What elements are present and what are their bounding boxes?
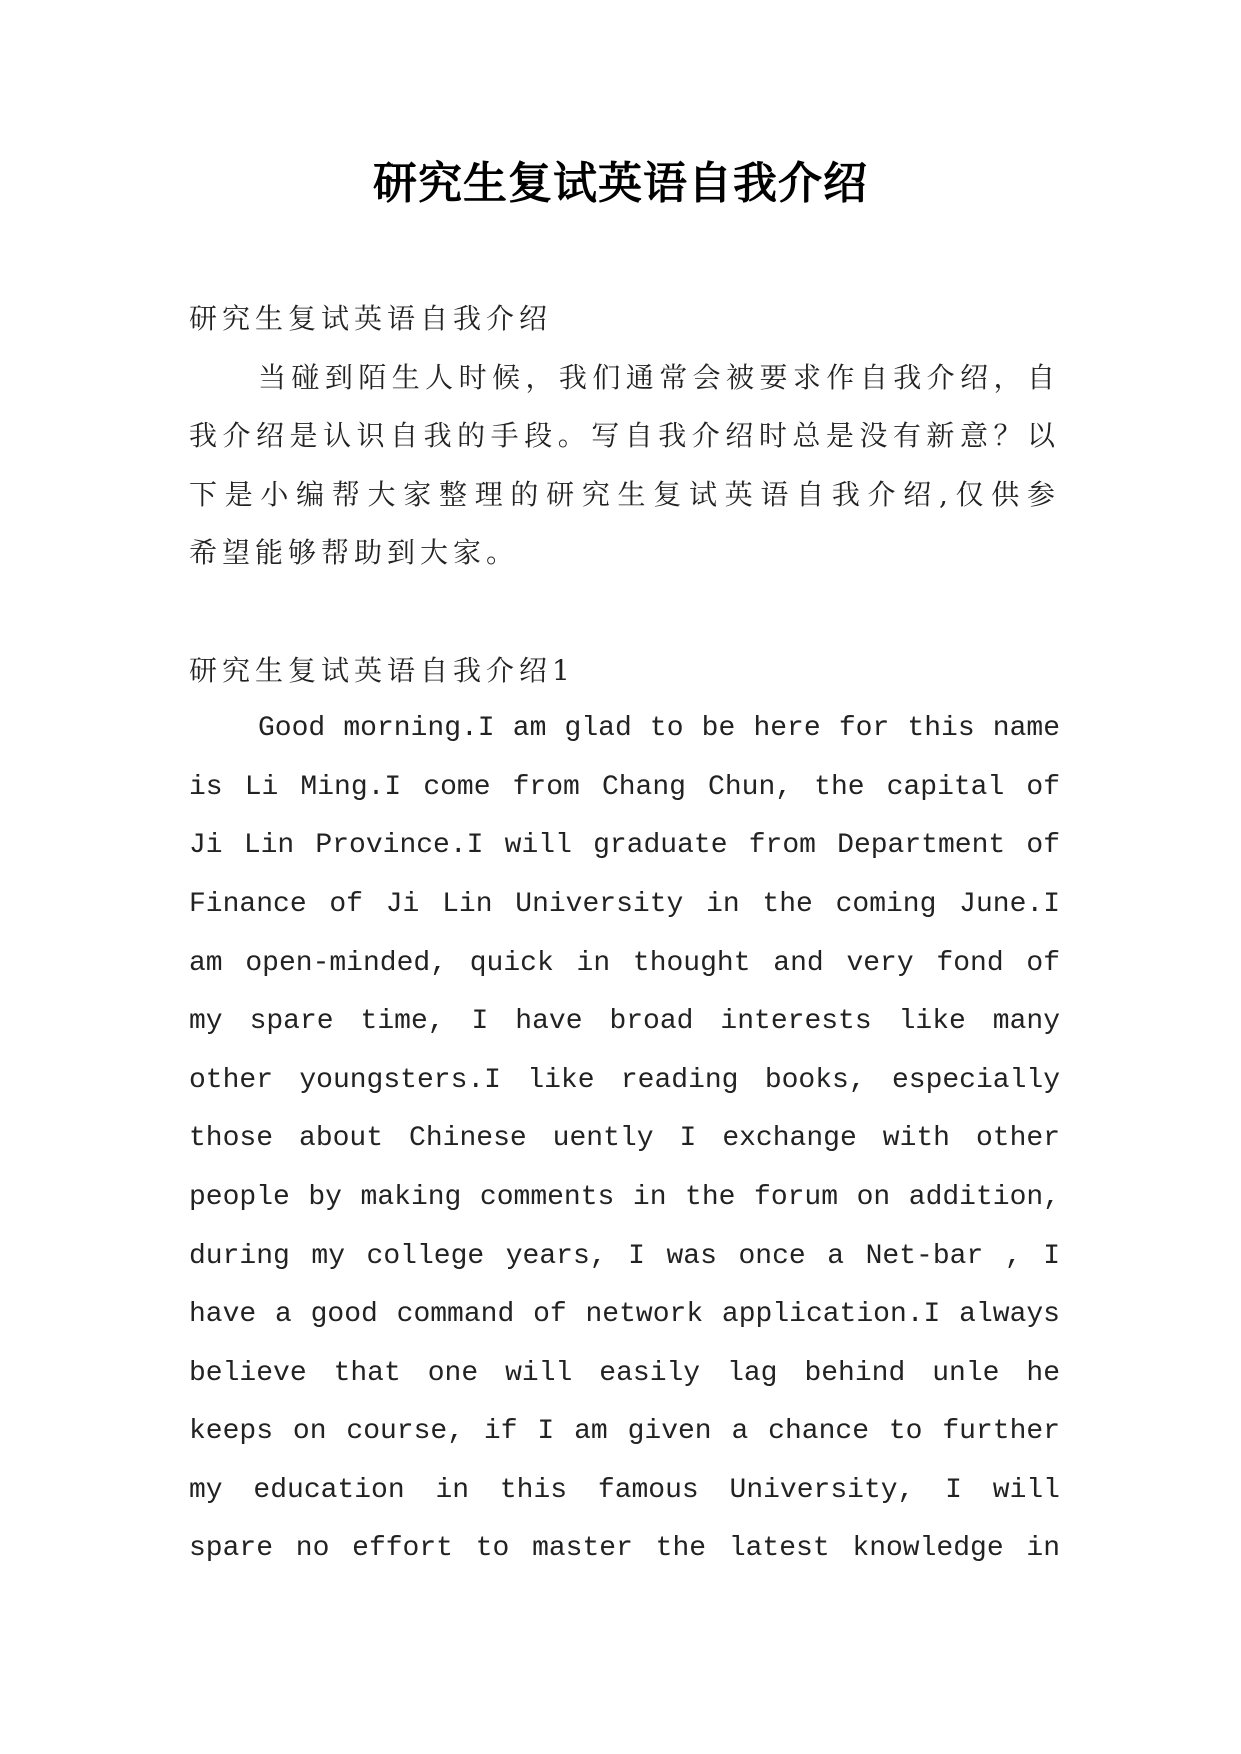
section-line: have a good command of network application.I always xyxy=(189,1299,1060,1331)
section-line: keeps on course, if I am given a chance to further xyxy=(189,1416,1060,1448)
section-line: during my college years, I was once a Net-bar , I xyxy=(189,1240,1060,1272)
section-line: those about Chinese uently I exchange with other xyxy=(189,1123,1060,1155)
intro-line: 希望能够帮助到大家。 xyxy=(189,536,520,570)
section-heading: 研究生复试英语自我介绍1 xyxy=(189,653,575,687)
section-line: am open-minded, quick in thought and very fond of xyxy=(189,947,1060,979)
paragraph-spacer xyxy=(189,583,1060,642)
section-paragraph xyxy=(189,700,1060,1579)
section-line: Good morning.I am glad to be here for this name xyxy=(258,713,1060,745)
section-line: Finance of Ji Lin University in the coming June.I xyxy=(189,888,1060,920)
intro-line: 当碰到陌生人时候，我们通常会被要求作自我介绍，自 xyxy=(258,360,1060,394)
intro-line: 我介绍是认识自我的手段。写自我介绍时总是没有新意？以 xyxy=(189,419,1060,453)
section-line: my education in this famous University, I will xyxy=(189,1474,1060,1506)
intro-heading: 研究生复试英语自我介绍 xyxy=(189,302,553,335)
document-title: 研究生复试英语自我介绍 xyxy=(373,158,868,209)
intro-paragraph xyxy=(189,349,1060,583)
section-line: is Li Ming.I come from Chang Chun, the capital of xyxy=(189,771,1060,803)
intro-line: 下是小编帮大家整理的研究生复试英语自我介绍,仅供参 xyxy=(189,477,1060,511)
section-line: other youngsters.I like reading books, especially xyxy=(189,1064,1060,1096)
section-line: believe that one will easily lag behind unle he xyxy=(189,1357,1060,1389)
section-line: Ji Lin Province.I will graduate from Department of xyxy=(189,830,1060,862)
section-line: my spare time, I have broad interests like many xyxy=(189,1006,1060,1038)
section-line: spare no effort to master the latest knowledge in xyxy=(189,1533,1060,1565)
document-body xyxy=(189,290,1060,1579)
section-line: people by making comments in the forum on addition, xyxy=(189,1181,1060,1213)
